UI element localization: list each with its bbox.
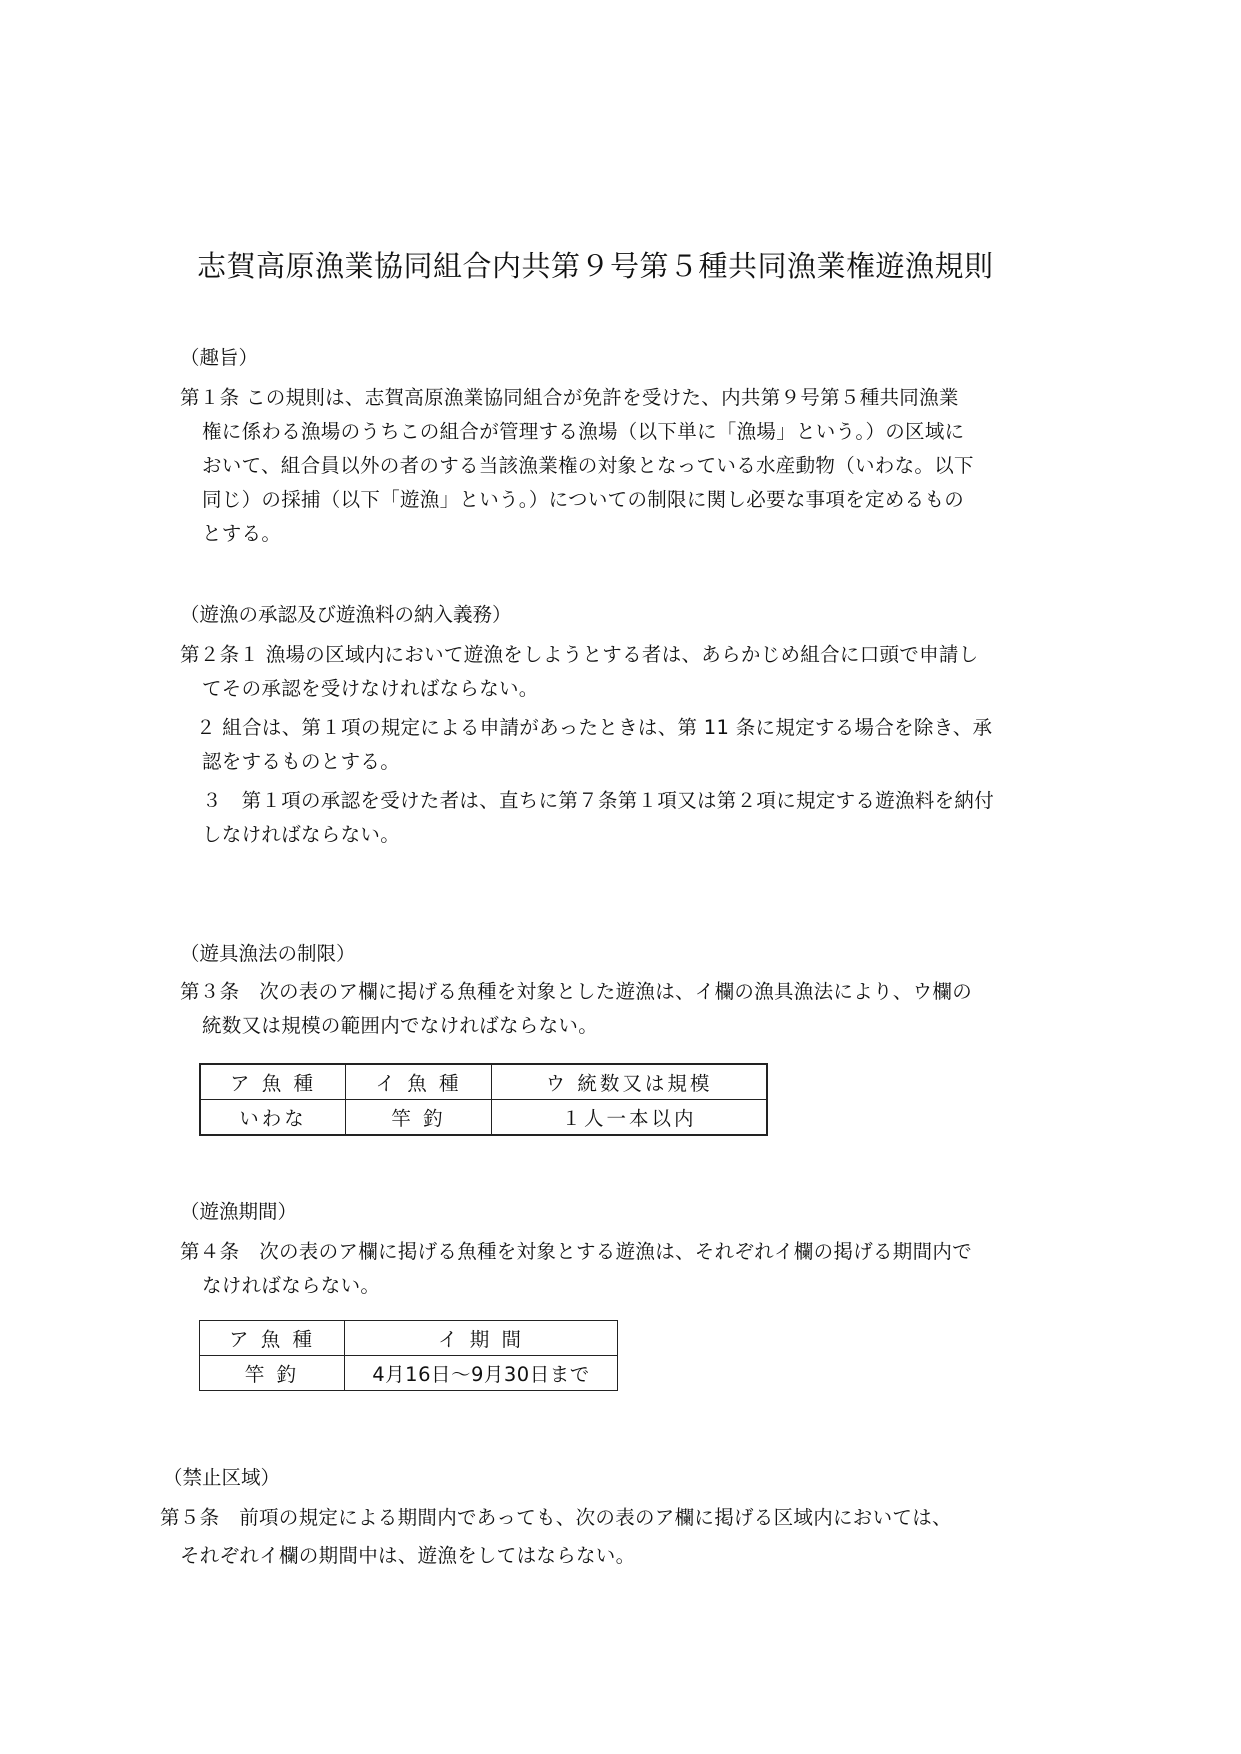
table-row xyxy=(200,1356,618,1391)
table-header-cell: ウ 統数又は規模 xyxy=(492,1064,768,1100)
article-3-heading: （遊具漁法の制限） xyxy=(180,942,356,965)
article-2-line: ３ 第１項の承認を受けた者は、直ちに第７条第１項又は第２項に規定する遊漁料を納付 xyxy=(202,789,995,812)
article-5-line: それぞれイ欄の期間中は、遊漁をしてはならない。 xyxy=(180,1544,636,1567)
gear-method-table xyxy=(199,1063,768,1136)
article-5-heading: （禁止区域） xyxy=(163,1466,281,1489)
article-2-line: てその承認を受けなければならない。 xyxy=(202,677,539,700)
table-cell: 竿 釣 xyxy=(200,1356,345,1391)
article-1-line: とする。 xyxy=(202,522,282,545)
table-header-cell: イ 期 間 xyxy=(345,1321,618,1356)
fishing-period-table xyxy=(199,1320,618,1391)
table-cell: 竿 釣 xyxy=(346,1100,492,1136)
document-title: 志賀高原漁業協同組合内共第９号第５種共同漁業権遊漁規則 xyxy=(197,249,994,283)
table-header-cell: ア 魚 種 xyxy=(200,1064,346,1100)
article-2-line: 第２条１ 漁場の区域内において遊漁をしようとする者は、あらかじめ組合に口頭で申請し xyxy=(180,643,979,666)
table-cell: 4月16日～9月30日まで xyxy=(345,1356,618,1391)
article-4-line: 第４条 次の表のア欄に掲げる魚種を対象とする遊漁は、それぞれイ欄の掲げる期間内で xyxy=(180,1240,973,1263)
article-2-line: しなければならない。 xyxy=(202,823,401,846)
article-2-line: ２ 組合は、第１項の規定による申請があったときは、第 11 条に規定する場合を除き、承 xyxy=(196,716,993,739)
table-header-cell: イ 魚 種 xyxy=(346,1064,492,1100)
article-4-heading: （遊漁期間） xyxy=(180,1200,298,1223)
table-header-cell: ア 魚 種 xyxy=(200,1321,345,1356)
article-5-line: 第５条 前項の規定による期間内であっても、次の表のア欄に掲げる区域内においては、 xyxy=(160,1506,952,1529)
article-2-heading: （遊漁の承認及び遊漁料の納入義務） xyxy=(180,603,512,626)
article-4-line: なければならない。 xyxy=(202,1274,381,1297)
article-1-line: 同じ）の採捕（以下「遊漁」という。）についての制限に関し必要な事項を定めるもの xyxy=(202,488,965,511)
article-3-line: 統数又は規模の範囲内でなければならない。 xyxy=(202,1014,599,1037)
article-2-line: 認をするものとする。 xyxy=(202,750,401,773)
article-3-line: 第３条 次の表のア欄に掲げる魚種を対象とした遊漁は、イ欄の漁具漁法により、ウ欄の xyxy=(180,980,972,1003)
article-1-line: 権に係わる漁場のうちこの組合が管理する漁場（以下単に「漁場」という。）の区域に xyxy=(202,420,965,443)
table-row xyxy=(200,1100,767,1136)
table-cell: １人一本以内 xyxy=(492,1100,768,1136)
article-1-heading: （趣旨） xyxy=(180,346,259,369)
table-cell: いわな xyxy=(200,1100,346,1136)
table-row xyxy=(200,1064,767,1100)
article-1-line: おいて、組合員以外の者のする当該漁業権の対象となっている水産動物（いわな。以下 xyxy=(202,454,974,477)
article-1-line: 第１条 この規則は、志賀高原漁業協同組合が免許を受けた、内共第９号第５種共同漁業 xyxy=(180,386,959,409)
table-row xyxy=(200,1321,618,1356)
